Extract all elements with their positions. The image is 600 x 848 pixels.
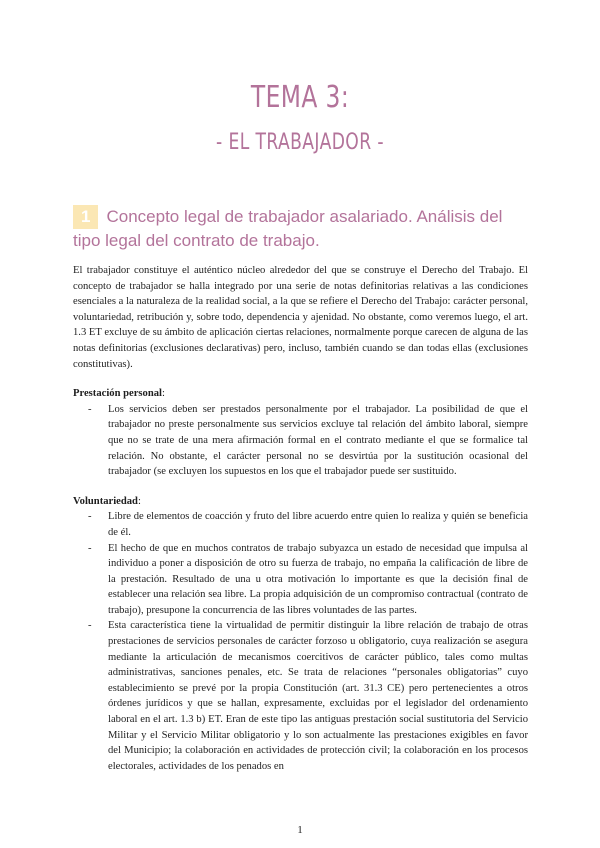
section-heading-text: Concepto legal de trabajador asalariado. Análisis del tipo legal del contrato de trabajo. [73, 207, 503, 250]
voluntariedad-list [73, 509, 528, 774]
page-subtitle: - EL TRABAJADOR - [216, 130, 384, 155]
page-title: TEMA 3: [250, 80, 350, 115]
page-number: 1 [297, 824, 303, 836]
list-item: - Libre de elementos de coacción y fruto del libre acuerdo entre quien lo realiza y quién se beneficia de él. [73, 509, 528, 540]
voluntariedad-label: Voluntariedad: [73, 495, 141, 507]
intro-paragraph: El trabajador constituye el auténtico núcleo alrededor del que se construye el Derecho del Trabajo. El concepto de trabajador se halla integrado por una serie de notas definitorias relativas a las condiciones esenciales a la naturaleza de la realidad social, a la que se refiere el Derecho del Trabajo: carácter personal, voluntariedad, retribución y, sobre todo, dependencia y ajenidad. No obstante, como veremos luego, el art. 1.3 ET excluye de su ámbito de aplicación ciertas relaciones, normalmente porque carecen de alguna de las notas definitorias (exclusiones declarativas) pero, incluso, también cuando se dan todas ellas (exclusiones constitutivas). [73, 265, 528, 370]
section-heading [73, 205, 528, 253]
list-item: - Esta característica tiene la virtualidad de permitir distinguir la libre relación de trabajo de otras prestaciones de servicios personales de carácter forzoso u obligatorio, cuya realización se asegura mediante la articulación de mecanismos coercitivos de carácter público, tales como multas administrativas, sanciones penales, etc. Se trata de relaciones “personales obligatorias” cuyo establecimiento se prevé por la propia Constitución (art. 31.3 CE) pero pertenecientes a otros órdenes jurídicos y que se hallan, expresamente, excluidas por el legislador del ordenamiento laboral en el art. 1.3 b) ET. Eran de este tipo las antiguas prestación social sustitutoria del Servicio Militar y el Servicio Militar obligatorio y lo son actualmente las prestaciones exigibles en favor del Municipio; la colaboración en actividades de protección civil; la colaboración en los procesos electorales, actividades de los penados en [73, 618, 528, 774]
personal-label: Prestación personal: [73, 388, 165, 400]
personal-list [73, 402, 528, 480]
section-number: 1 [73, 205, 98, 229]
list-item: - Los servicios deben ser prestados personalmente por el trabajador. La posibilidad de que el trabajador no preste personalmente sus servicios excluye tal relación del ámbito laboral, siempre que no se trate de una mera afirmación formal en el contrato mediante el que se formalice tal relación. No obstante, el carácter personal no se desvirtúa por la sustitución ocasional del trabajador (se excluyen los supuestos en los que el trabajador puede ser sustituido. [73, 402, 528, 480]
list-item: - El hecho de que en muchos contratos de trabajo subyazca un estado de necesidad que impulsa al individuo a poner a disposición de otro su fuerza de trabajo, no empaña la calificación de libre de la prestación. Resultado de una u otra motivación lo importante es que la decisión final de establecer una relación sea libre. La propia adquisición de un compromiso contractual (contrato de trabajo), presupone la concurrencia de las libres voluntades de las partes. [73, 541, 528, 619]
document-body [73, 263, 528, 774]
